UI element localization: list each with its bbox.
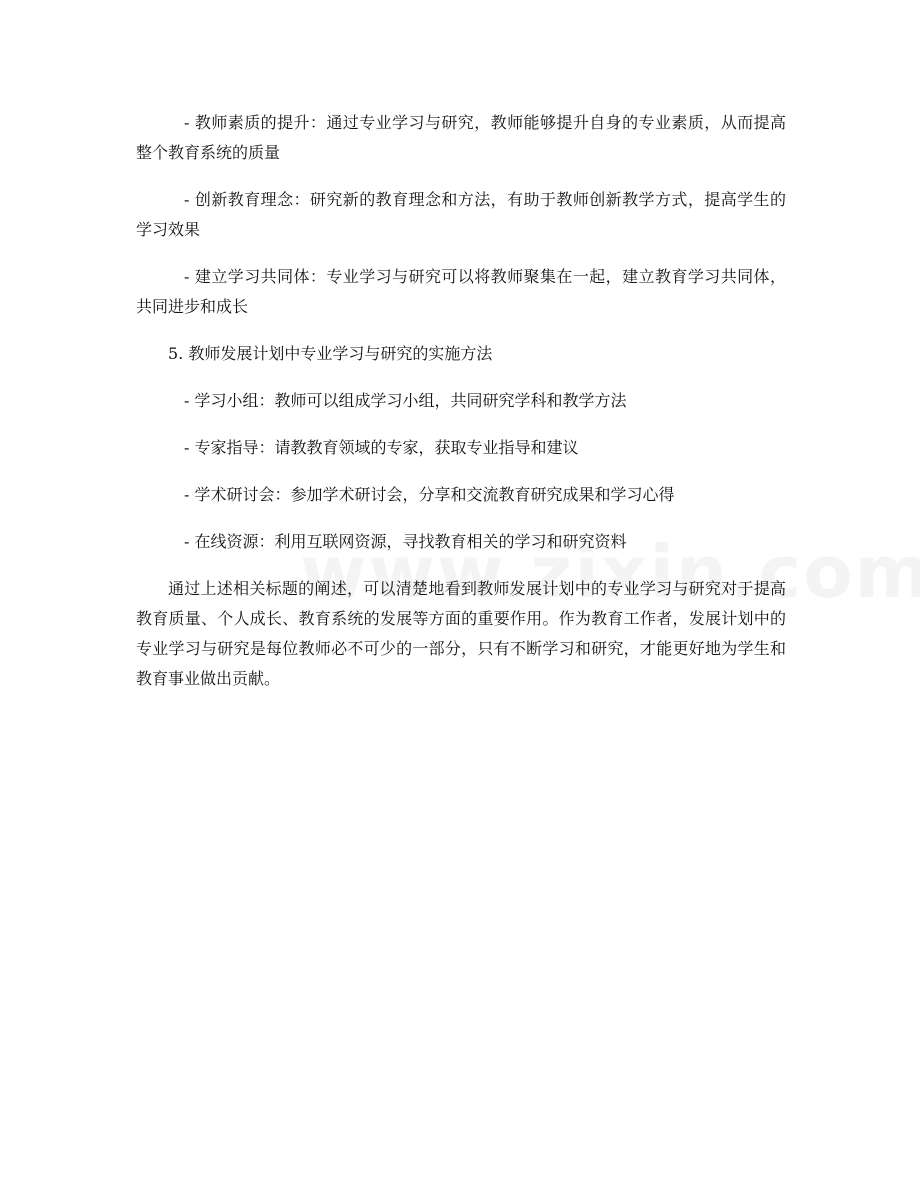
bullet-teacher-quality: - 教师素质的提升：通过专业学习与研究，教师能够提升自身的专业素质，从而提高整个教育系统的质量 — [136, 113, 786, 162]
section-heading-5: 5. 教师发展计划中专业学习与研究的实施方法 — [168, 344, 493, 363]
summary-paragraph: 通过上述相关标题的阐述，可以清楚地看到教师发展计划中的专业学习与研究对于提高教育质量、个人成长、教育系统的发展等方面的重要作用。作为教育工作者，发展计划中的专业学习与研究是每位教师必不可少的一部分，只有不断学习和研究，才能更好地为学生和教育事业做出贡献。 — [136, 579, 786, 688]
bullet-academic-seminars: - 学术研讨会：参加学术研讨会，分享和交流教育研究成果和学习心得 — [184, 485, 675, 504]
bullet-expert-guidance: - 专家指导：请教教育领域的专家，获取专业指导和建议 — [184, 438, 579, 457]
bullet-online-resources: - 在线资源：利用互联网资源，寻找教育相关的学习和研究资料 — [184, 532, 627, 551]
bullet-study-groups: - 学习小组：教师可以组成学习小组，共同研究学科和教学方法 — [184, 391, 627, 410]
bullet-learning-community: - 建立学习共同体：专业学习与研究可以将教师聚集在一起，建立教育学习共同体，共同进步和成长 — [136, 267, 786, 316]
bullet-innovative-concepts: - 创新教育理念：研究新的教育理念和方法，有助于教师创新教学方式，提高学生的学习效果 — [136, 190, 786, 239]
document-body — [136, 108, 786, 711]
